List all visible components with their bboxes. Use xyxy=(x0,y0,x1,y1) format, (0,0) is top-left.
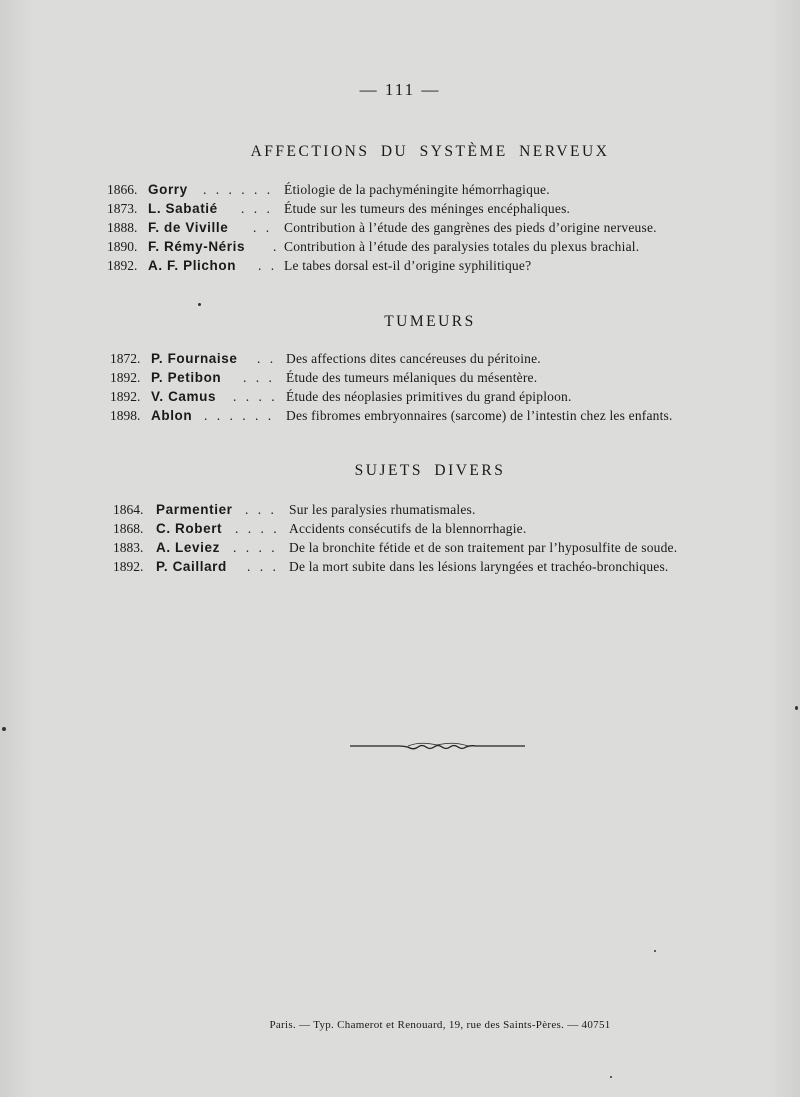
entry-year: 1888. xyxy=(107,220,138,235)
entry-author: P. Petibon xyxy=(151,370,222,385)
list-item xyxy=(0,370,800,389)
entry-year: 1892. xyxy=(113,559,144,574)
entry-author: P. Fournaise xyxy=(151,351,238,366)
list-item xyxy=(0,408,800,427)
scan-speck xyxy=(654,950,656,952)
list-item xyxy=(0,182,800,201)
entry-title: Contribution à l’étude des paralysies totales du plexus brachial. xyxy=(284,239,640,254)
section-heading-miscellaneous: SUJETS DIVERS xyxy=(354,462,506,479)
section-heading-tumors: TUMEURS xyxy=(384,313,476,330)
entry-leader-dots: . . . . . . xyxy=(203,182,274,197)
list-item xyxy=(0,239,800,258)
entry-leader-dots: . . xyxy=(258,258,278,273)
entry-title: De la bronchite fétide et de son traitement par l’hyposulfite de soude. xyxy=(289,540,678,555)
entry-title: Accidents consécutifs de la blennorrhagie. xyxy=(289,521,527,536)
scan-speck xyxy=(795,706,798,710)
entry-year: 1892. xyxy=(110,370,141,385)
entry-title: Des affections dites cancéreuses du péritoine. xyxy=(286,351,541,366)
entry-title: Étude des néoplasies primitives du grand épiploon. xyxy=(286,389,572,404)
page-number: — 111 — xyxy=(359,80,441,99)
entry-year: 1868. xyxy=(113,521,144,536)
entry-title: Étude sur les tumeurs des méninges encéphaliques. xyxy=(284,201,571,216)
entry-title: Des fibromes embryonnaires (sarcome) de l’intestin chez les enfants. xyxy=(286,408,673,423)
entry-author: Gorry xyxy=(148,182,188,197)
entry-author: P. Caillard xyxy=(156,559,227,574)
entry-author: V. Camus xyxy=(151,389,217,404)
entry-leader-dots: . . . . xyxy=(233,540,278,555)
entry-year: 1892. xyxy=(110,389,141,404)
list-item xyxy=(0,220,800,239)
entry-title: Sur les paralysies rhumatismales. xyxy=(289,502,476,517)
printer-footer: Paris. — Typ. Chamerot et Renouard, 19, rue des Saints-Pères. — 40751 xyxy=(269,1019,611,1031)
entry-author: F. de Viville xyxy=(148,220,229,235)
entry-author: Ablon xyxy=(151,408,193,423)
section-list-miscellaneous xyxy=(0,502,800,578)
entry-year: 1898. xyxy=(110,408,141,423)
scan-speck xyxy=(198,303,201,306)
list-item xyxy=(0,389,800,408)
entry-leader-dots: . . . xyxy=(241,201,273,216)
entry-year: 1873. xyxy=(107,201,138,216)
list-item xyxy=(0,521,800,540)
list-item xyxy=(0,559,800,578)
entry-year: 1892. xyxy=(107,258,138,273)
list-item xyxy=(0,258,800,277)
entry-leader-dots: . . . . . . xyxy=(204,408,275,423)
ornament-divider xyxy=(350,738,525,754)
list-item xyxy=(0,351,800,370)
entry-title: Étude des tumeurs mélaniques du mésentère. xyxy=(286,370,538,385)
scan-speck xyxy=(2,727,6,731)
section-heading-nervous-system: AFFECTIONS DU SYSTÈME NERVEUX xyxy=(250,143,610,160)
entry-author: F. Rémy-Néris xyxy=(148,239,246,254)
entry-leader-dots: . . xyxy=(257,351,277,366)
entry-year: 1864. xyxy=(113,502,144,517)
entry-author: L. Sabatié xyxy=(148,201,218,216)
entry-year: 1866. xyxy=(107,182,138,197)
entry-title: Le tabes dorsal est-il d’origine syphilitique? xyxy=(284,258,532,273)
entry-leader-dots: . . . xyxy=(247,559,279,574)
entry-author: C. Robert xyxy=(156,521,223,536)
entry-leader-dots: . . xyxy=(253,220,273,235)
entry-year: 1883. xyxy=(113,540,144,555)
entry-leader-dots: . . . xyxy=(245,502,277,517)
scan-speck xyxy=(610,1076,612,1078)
list-item xyxy=(0,201,800,220)
entry-leader-dots: . . . xyxy=(243,370,275,385)
entry-title: De la mort subite dans les lésions laryngées et trachéo-bronchiques. xyxy=(289,559,669,574)
entry-year: 1890. xyxy=(107,239,138,254)
section-list-tumors xyxy=(0,351,800,427)
list-item xyxy=(0,502,800,521)
entry-year: 1872. xyxy=(110,351,141,366)
entry-author: A. F. Plichon xyxy=(148,258,237,273)
list-item xyxy=(0,540,800,559)
entry-leader-dots: . . . . xyxy=(233,389,278,404)
section-list-nervous-system xyxy=(0,182,800,277)
entry-author: Parmentier xyxy=(156,502,233,517)
entry-author: A. Leviez xyxy=(156,540,220,555)
entry-title: Étiologie de la pachyméningite hémorrhagique. xyxy=(284,182,550,197)
entry-title: Contribution à l’étude des gangrènes des pieds d’origine nerveuse. xyxy=(284,220,657,235)
entry-leader-dots: . . . . xyxy=(235,521,280,536)
entry-leader-dots: . xyxy=(273,239,280,254)
